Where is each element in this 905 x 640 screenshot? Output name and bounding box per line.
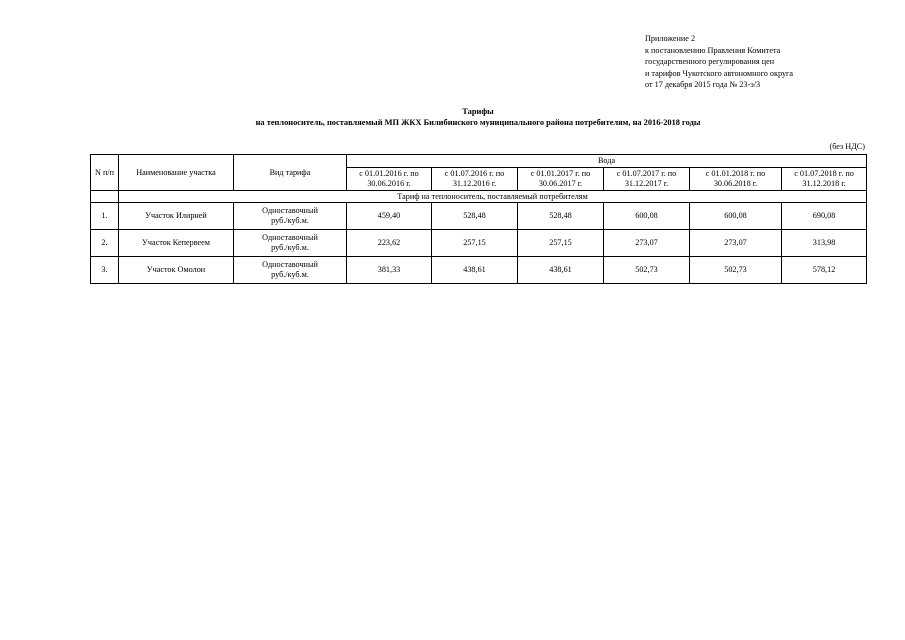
row-value: 600,08	[690, 203, 782, 230]
section-num-cell	[91, 191, 119, 203]
vat-note: (без НДС)	[829, 142, 865, 151]
row-value: 381,33	[347, 257, 432, 284]
row-value: 313,98	[782, 230, 867, 257]
row-value: 502,73	[690, 257, 782, 284]
row-value: 257,15	[518, 230, 604, 257]
appendix-line: к постановлению Правления Комитета	[645, 45, 781, 55]
header-period: с 01.07.2018 г. по 31.12.2018 г.	[782, 168, 867, 191]
title-line-2: на теплоноситель, поставляемый МП ЖКХ Билибинского муниципального района потребителям, на 2016-2018 годы	[255, 118, 701, 127]
appendix-line: Приложение 2	[645, 34, 696, 43]
appendix-block	[645, 33, 895, 91]
header-period: с 01.07.2016 г. по 31.12.2016 г.	[432, 168, 518, 191]
row-value: 528,48	[432, 203, 518, 230]
row-name: Участок Омолон	[119, 257, 234, 284]
section-title: Тариф на теплоноситель, поставляемый потребителям	[119, 191, 867, 203]
header-name: Наименование участка	[119, 155, 234, 191]
row-num: 3.	[91, 257, 119, 284]
row-value: 578,12	[782, 257, 867, 284]
row-value: 273,07	[690, 230, 782, 257]
row-value: 502,73	[604, 257, 690, 284]
appendix-line: от 17 декабря 2015 года № 23-э/3	[645, 80, 761, 90]
header-group-water: Вода	[347, 155, 867, 168]
section-row	[91, 191, 867, 203]
row-value: 257,15	[432, 230, 518, 257]
table-row	[91, 203, 867, 230]
row-value: 273,07	[604, 230, 690, 257]
row-value: 690,08	[782, 203, 867, 230]
row-value: 600,08	[604, 203, 690, 230]
row-type: Одноставочный руб./куб.м.	[234, 257, 347, 284]
row-num: 1.	[91, 203, 119, 230]
header-period: с 01.01.2017 г. по 30.06.2017 г.	[518, 168, 604, 191]
table-row	[91, 230, 867, 257]
appendix-line: государственного регулирования цен	[645, 57, 775, 67]
header-row	[91, 155, 867, 168]
header-period: с 01.01.2018 г. по 30.06.2018 г.	[690, 168, 782, 191]
tariff-table	[90, 154, 867, 284]
row-num: 2.	[91, 230, 119, 257]
row-name: Участок Кепервеем	[119, 230, 234, 257]
row-value: 438,61	[518, 257, 604, 284]
row-type: Одноставочный руб./куб.м.	[234, 230, 347, 257]
row-value: 438,61	[432, 257, 518, 284]
table-row	[91, 257, 867, 284]
appendix-line: и тарифов Чукотского автономного округа	[645, 68, 794, 78]
document-title	[90, 106, 866, 128]
header-num: N п/п	[91, 155, 119, 191]
header-period: с 01.07.2017 г. по 31.12.2017 г.	[604, 168, 690, 191]
title-line-1: Тарифы	[462, 107, 494, 116]
row-type: Одноставочный руб./куб.м.	[234, 203, 347, 230]
header-type: Вид тарифа	[234, 155, 347, 191]
row-value: 528,48	[518, 203, 604, 230]
header-period: с 01.01.2016 г. по 30.06.2016 г.	[347, 168, 432, 191]
row-value: 459,40	[347, 203, 432, 230]
row-value: 223,62	[347, 230, 432, 257]
row-name: Участок Илирней	[119, 203, 234, 230]
